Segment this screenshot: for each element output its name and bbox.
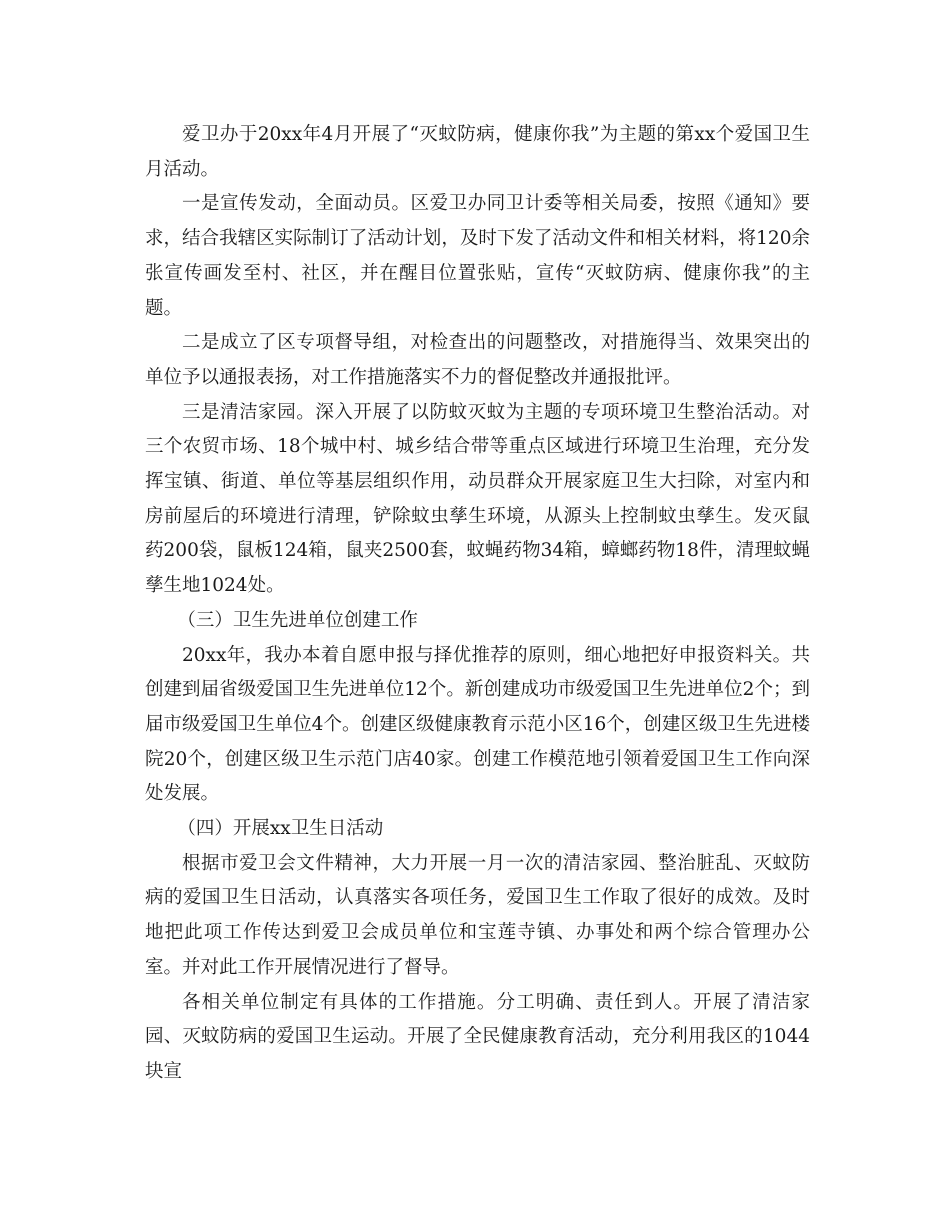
section-heading-3: （三）卫生先进单位创建工作 xyxy=(177,609,418,631)
paragraph-supervision: 二是成立了区专项督导组，对检查出的问题整改，对措施得当、效果突出的单位予以通报表扬，对工作措施落实不力的督促整改并通报批评。 xyxy=(145,332,810,388)
paragraph-intro: 爱卫办于20xx年4月开展了“灭蚊防病，健康你我”为主题的第xx个爱国卫生月活动。 xyxy=(145,124,810,180)
paragraph-measures: 各相关单位制定有具体的工作措施。分工明确、责任到人。开展了清洁家园、灭蚊防病的爱国卫生运动。开展了全民健康教育活动，充分利用我区的1044块宣 xyxy=(145,991,810,1082)
section-heading-4: （四）开展xx卫生日活动 xyxy=(177,818,384,840)
document-body xyxy=(145,118,810,1090)
paragraph-publicity: 一是宣传发动，全面动员。区爱卫办同卫计委等相关局委，按照《通知》要求，结合我辖区实际制订了活动计划，及时下发了活动文件和相关材料，将120余张宣传画发至村、社区，并在醒目位置张贴，宣传“灭蚊防病、健康你我”的主题。 xyxy=(145,193,810,319)
paragraph-advanced-units: 20xx年，我办本着自愿申报与择优推荐的原则，细心地把好申报资料关。共创建到届省级爱国卫生先进单位12个。新创建成功市级爱国卫生先进单位2个；到届市级爱国卫生单位4个。创建区级健康教育示范小区16个，创建区级卫生先进楼院20个，创建区级卫生示范门店40家。创建工作模范地引领着爱国卫生工作向深处发展。 xyxy=(145,644,810,805)
paragraph-clean-home: 三是清洁家园。深入开展了以防蚊灭蚊为主题的专项环境卫生整治活动。对三个农贸市场、18个城中村、城乡结合带等重点区域进行环境卫生治理，充分发挥宝镇、街道、单位等基层组织作用，动员群众开展家庭卫生大扫除，对室内和房前屋后的环境进行清理，铲除蚊虫孳生环境，从源头上控制蚊虫孳生。发灭鼠药200袋，鼠板124箱，鼠夹2500套，蚊蝇药物34箱，蟑螂药物18件，清理蚊蝇孳生地1024处。 xyxy=(145,401,810,597)
paragraph-health-day: 根据市爱卫会文件精神，大力开展一月一次的清洁家园、整治脏乱、灭蚊防病的爱国卫生日活动，认真落实各项任务，爱国卫生工作取了很好的成效。及时地把此项工作传达到爱卫会成员单位和宝莲寺镇、办事处和两个综合管理办公室。并对此工作开展情况进行了督导。 xyxy=(145,852,810,978)
